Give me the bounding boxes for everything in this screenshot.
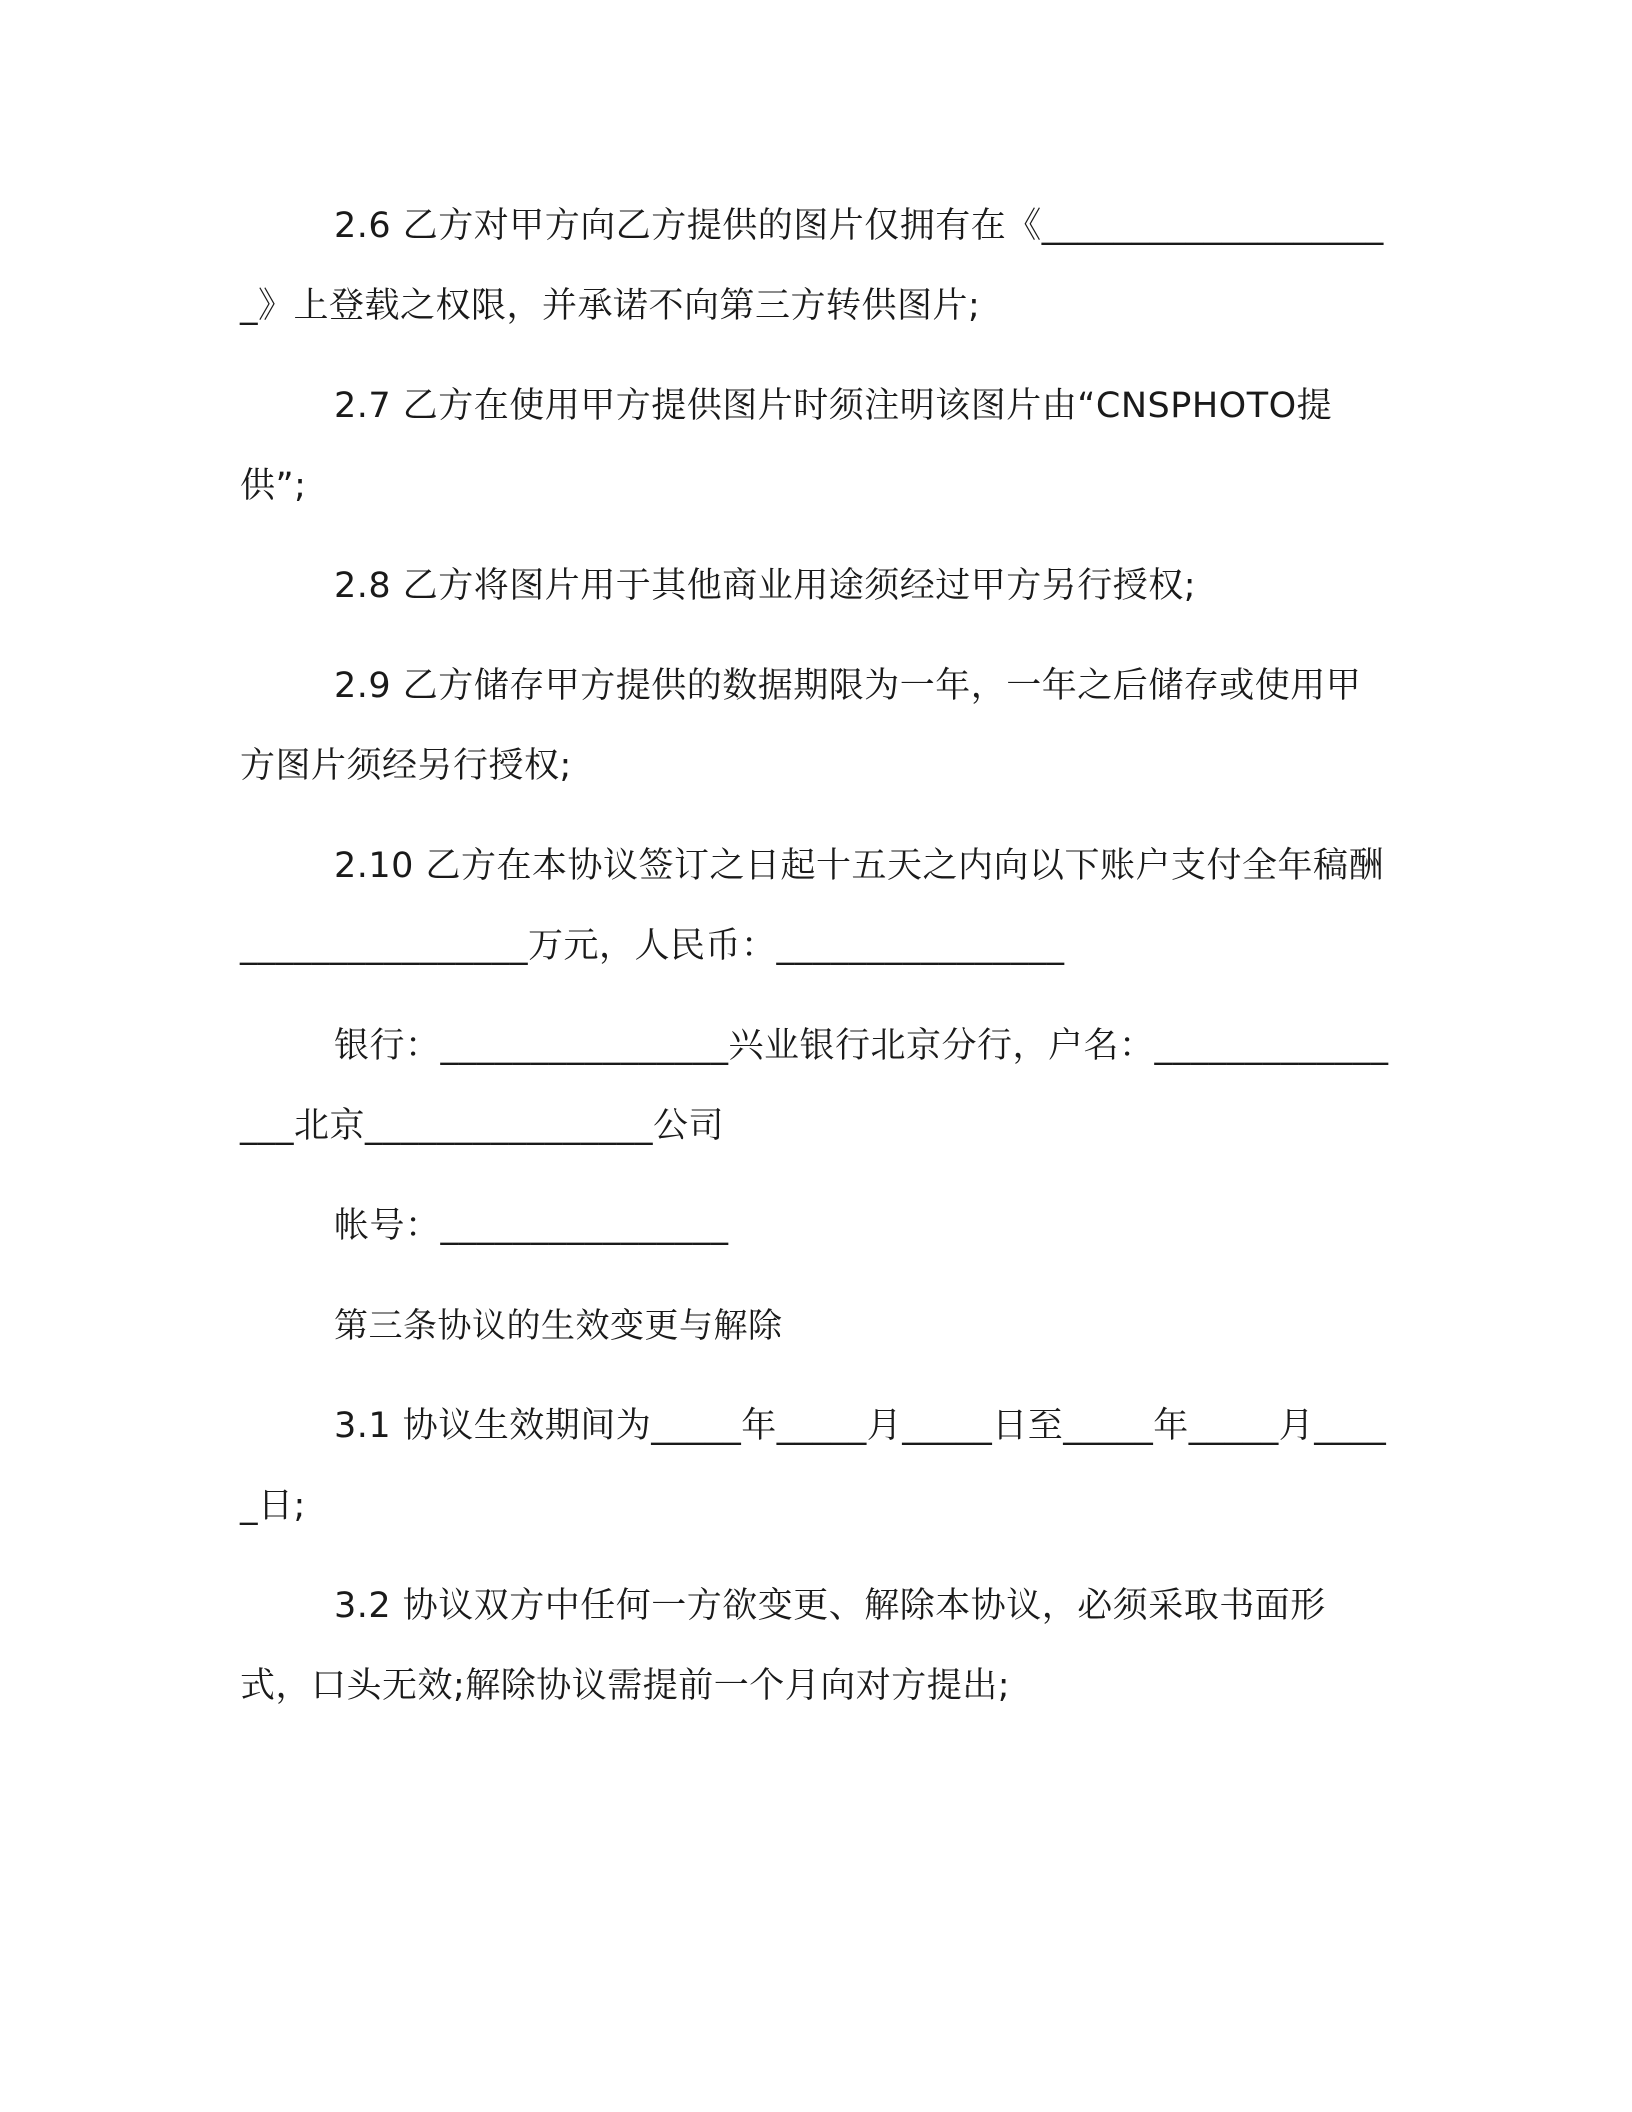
account-number: 帐号：________________ — [334, 1206, 729, 1246]
bank-info: 银行：________________兴业银行北京分行，户名：________________北京________________公司 — [240, 1026, 1389, 1146]
clause-3-2: 3.2 协议双方中任何一方欲变更、解除本协议，必须采取书面形式，口头无效;解除协议需提前一个月向对方提出; — [240, 1586, 1326, 1706]
clause-2-7: 2.7 乙方在使用甲方提供图片时须注明该图片由“CNSPHOTO提供”; — [240, 386, 1333, 506]
clause-2-9: 2.9 乙方储存甲方提供的数据期限为一年，一年之后储存或使用甲方图片须经另行授权; — [240, 666, 1362, 786]
clause-2-6: 2.6 乙方对甲方向乙方提供的图片仅拥有在《____________________》上登载之权限，并承诺不向第三方转供图片; — [240, 206, 1384, 326]
clause-2-10: 2.10 乙方在本协议签订之日起十五天之内向以下账户支付全年稿酬________________万元，人民币：________________ — [240, 846, 1385, 966]
document-body — [240, 186, 1390, 1726]
clause-2-8: 2.8 乙方将图片用于其他商业用途须经过甲方另行授权; — [334, 566, 1197, 606]
article-3-heading: 第三条协议的生效变更与解除 — [334, 1306, 783, 1346]
clause-3-1: 3.1 协议生效期间为_____年_____月_____日至_____年_____月_____日; — [240, 1406, 1387, 1526]
